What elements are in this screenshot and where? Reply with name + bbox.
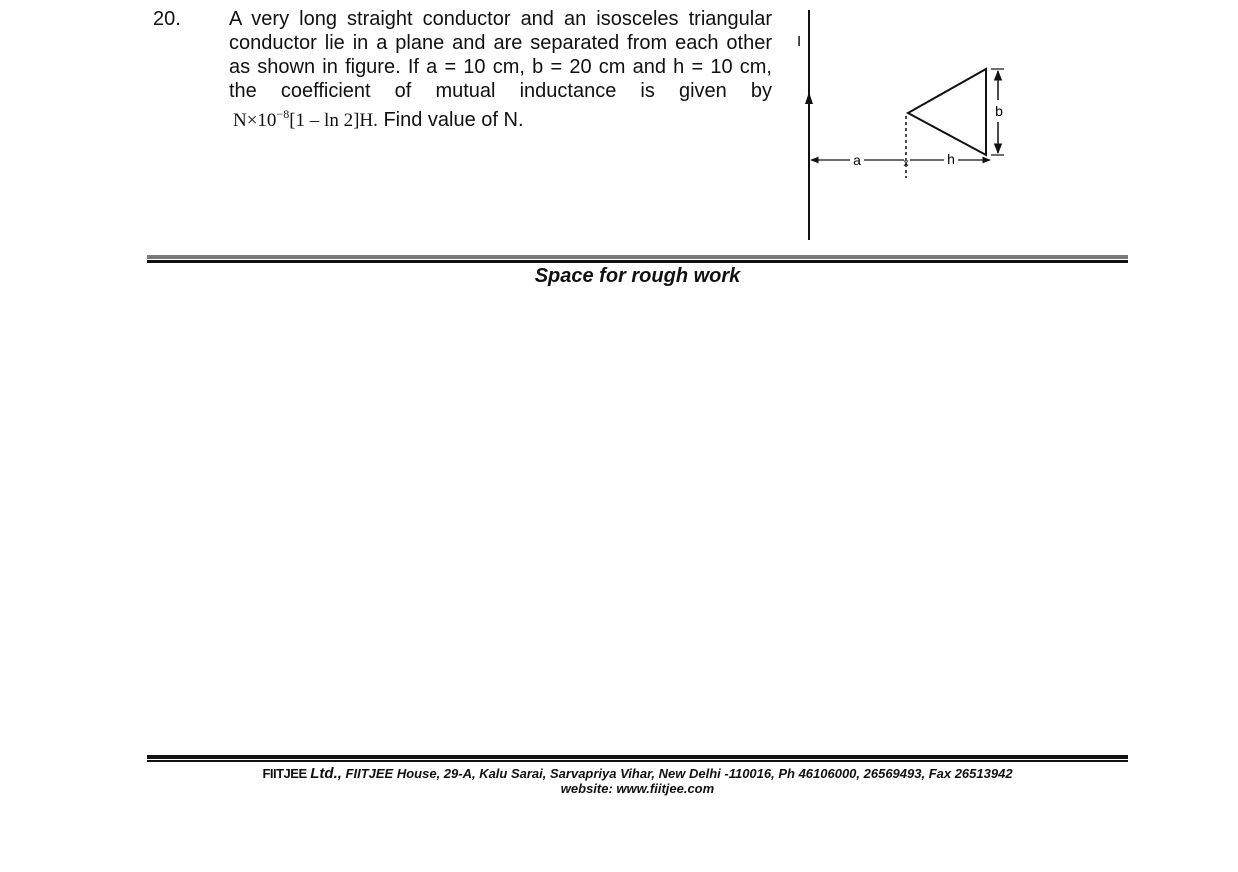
label-a: a: [853, 152, 861, 168]
rough-work-heading: Space for rough work: [534, 265, 741, 287]
footer-brand: FIITJEE: [262, 766, 307, 781]
label-h: h: [947, 151, 955, 167]
footer-divider: [147, 755, 1128, 762]
triangular-conductor: [908, 69, 986, 155]
expression-exponent: −8: [276, 107, 290, 121]
footer-ltd: Ltd.,: [310, 765, 342, 782]
question-text: A very long straight conductor and an isosceles triangular conductor lie in a plane and are separated from each other as shown in figure. If a = 10 cm, b = 20 cm and h = 10 cm, the coefficient of mutual inductance is given by: [229, 8, 772, 102]
question-tail: Find value of N.: [383, 109, 524, 131]
rough-work-divider: [147, 255, 1128, 263]
footer-address: FIITJEE House, 29-A, Kalu Sarai, Sarvapriya Vihar, New Delhi -110016, Ph 46106000, 26569493, Fax 26513942: [345, 766, 1013, 781]
current-arrow-icon: [805, 92, 813, 104]
label-x: x: [903, 158, 909, 169]
question-number: 20.: [153, 8, 181, 30]
footer-address-line: [147, 766, 1128, 781]
footer-website: website: www.fiitjee.com: [560, 781, 715, 796]
expression-coefficient: N×10: [233, 110, 277, 131]
label-b: b: [995, 103, 1003, 119]
conductor-triangle-figure: [780, 0, 1020, 250]
label-current: I: [797, 33, 802, 50]
question-formula-line: [233, 105, 524, 136]
expression-bracket: [1 – ln 2]H.: [289, 110, 378, 131]
footer: [147, 766, 1128, 796]
mutual-inductance-expression: [233, 107, 378, 131]
